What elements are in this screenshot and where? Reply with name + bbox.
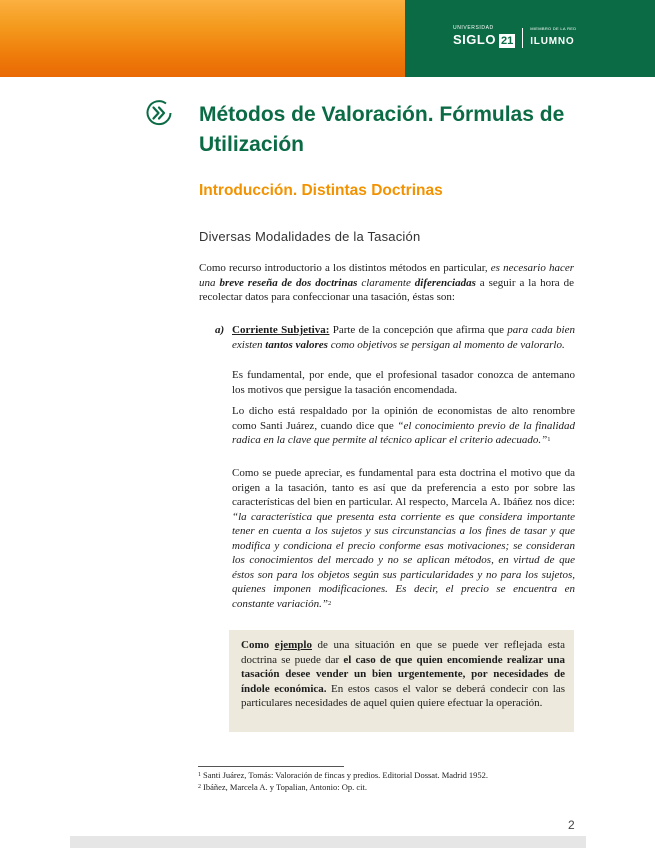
section-heading: Diversas Modalidades de la Tasación <box>199 229 421 244</box>
logo-separator <box>522 28 523 48</box>
paragraph-santi-juarez: Lo dicho está respaldado por la opinión de economistas de alto renombre como Santi Juárez, cuando dice que “el conocimiento previo de la finalidad radica en la clave que permite al técnico aplicar el criterio adecuado.”$^1$ <box>232 405 576 446</box>
page-number: 2 <box>568 818 575 832</box>
logo-badge: 21 <box>500 35 514 47</box>
footnote-1: $^1$ Santi Juárez, Tomás: Valoración de fincas y predios. Editorial Dossat. Madrid 1952. <box>198 770 488 780</box>
footnote-2: $^2$ Ibáñez, Marcela A. y Topalian, Antonio: Op. cit. <box>198 782 368 792</box>
header-orange-band <box>0 0 405 77</box>
example-callout-text: Como ejemplo de una situación en que se puede ver reflejada esta doctrina se puede dar el caso de que quien encomiende realizar una tasación desee vender un bien urgentemente, por necesidades de índole económica. En estos casos el valor se deberá condecir con las particulares necesidades de aquel quien quiere efectuar la operación. <box>241 639 566 709</box>
university-logo <box>453 26 576 49</box>
page-title: Métodos de Valoración. Fórmulas de Utilización <box>199 103 565 156</box>
intro-paragraph: Como recurso introductorio a los distintos métodos en particular, es necesario hacer una breve reseña de dos doctrinas claramente diferenciadas a seguir a la hora de recolectar datos para confeccionar una tasación, éstas son: <box>199 262 575 303</box>
list-item-label: a) <box>215 324 225 336</box>
logo-miembro: MIEMBRO DE LA RED <box>530 25 577 31</box>
logo-universidad: UNIVERSIDAD <box>453 25 494 31</box>
double-chevron-right-icon <box>144 98 174 128</box>
paragraph-ibanez: Como se puede apreciar, es fundamental para esta doctrina el motivo que da origen a la tasación, tanto es así que da preferencia a esto por sobre las características del bien en particular. Al respecto, Marcela A. Ibáñez nos dice: “la característica que presenta esta corriente es que considera importante tener en cuenta a los sujetos y sus circunstancias a los fines de tasar y que modifica y condiciona el precio conforme esas motivaciones; se consideran los conocimientos del mercado y no se aplican métodos, en virtud de que éstos son para los objetos según sus particularidades y no para los sujetos, quienes imponen modificaciones. Es decir, el precio se encuentra en constante variación.”$^2$ <box>232 467 575 610</box>
paragraph-fundamental: Es fundamental, por ende, que el profesional tasador conozca de antemano los motivos que persigue la tasación encomendada. <box>232 369 575 396</box>
header-bar <box>0 0 655 77</box>
list-item-term: Corriente Subjetiva: <box>232 324 330 336</box>
logo-siglo: SIGLO <box>453 32 496 47</box>
list-item-corriente-subjetiva: a) Corriente Subjetiva: Parte de la concepción que afirma que para cada bien existen tantos valores como objetivos se persigan al momento de valorarlo. <box>215 324 576 351</box>
footnote-ref-2[interactable]: 2 <box>327 599 332 607</box>
footnote-divider <box>198 766 344 767</box>
footnote-ref-1[interactable]: 1 <box>547 436 551 443</box>
page-subtitle: Introducción. Distintas Doctrinas <box>199 182 443 199</box>
footer-band <box>70 836 586 848</box>
logo-ilumno: ILUMNO <box>530 35 575 47</box>
header-green-band <box>405 0 655 77</box>
